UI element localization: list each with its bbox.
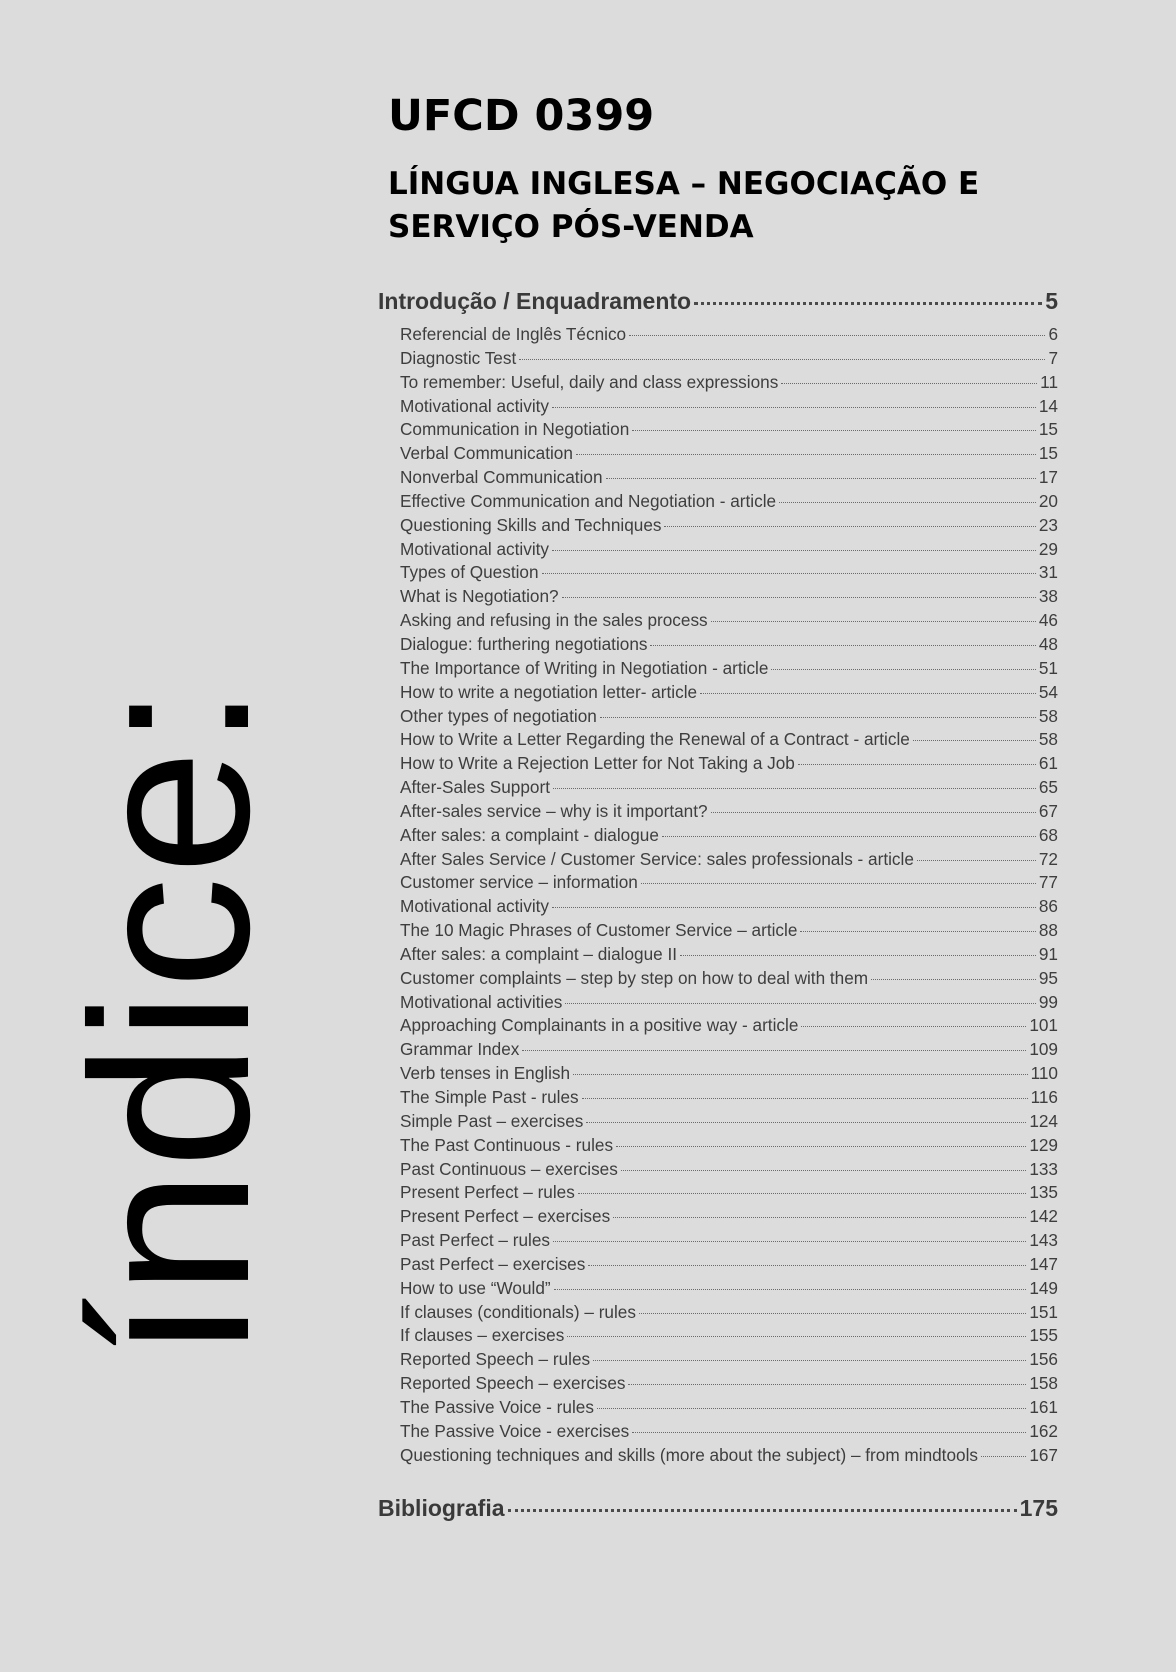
dot-leader — [576, 454, 1036, 455]
toc-entry-title: Past Perfect – rules — [400, 1230, 550, 1251]
toc-entry[interactable] — [378, 1397, 1058, 1421]
toc-entry[interactable] — [378, 1015, 1058, 1039]
toc-entry[interactable] — [378, 968, 1058, 992]
dot-leader — [662, 836, 1036, 837]
toc-entry-title: Past Continuous – exercises — [400, 1158, 618, 1179]
dot-leader — [711, 812, 1036, 813]
toc-entry-title: Grammar Index — [400, 1039, 520, 1060]
toc-entry-title: The 10 Magic Phrases of Customer Service – article — [400, 920, 798, 941]
toc-entry-title: To remember: Useful, daily and class expressions — [400, 371, 779, 392]
toc-entry-page: 109 — [1029, 1039, 1058, 1060]
toc-entry[interactable] — [378, 634, 1058, 658]
dot-leader — [798, 764, 1036, 765]
toc-entry[interactable] — [378, 1159, 1058, 1183]
dot-leader — [771, 669, 1035, 670]
toc-entry-intro[interactable] — [378, 288, 1058, 324]
toc-entry-page: 99 — [1038, 991, 1058, 1012]
toc-entry[interactable] — [378, 658, 1058, 682]
toc-entry-page: 161 — [1029, 1396, 1058, 1417]
dot-leader — [562, 597, 1036, 598]
document-header — [388, 92, 1088, 249]
toc-entry-page: 5 — [1045, 288, 1058, 314]
dot-leader — [781, 383, 1037, 384]
toc-entry-list — [378, 324, 1058, 1469]
toc-entry-page: 51 — [1038, 657, 1058, 678]
toc-entry-title: Approaching Complainants in a positive way - article — [400, 1015, 799, 1036]
toc-entry-title: Referencial de Inglês Técnico — [400, 324, 627, 344]
toc-entry[interactable] — [378, 1421, 1058, 1445]
toc-entry[interactable] — [378, 1445, 1058, 1469]
toc-entry[interactable] — [378, 920, 1058, 944]
side-title-index: índice: — [44, 683, 296, 1360]
toc-entry-title: How to Write a Rejection Letter for Not Taking a Job — [400, 753, 795, 774]
toc-entry-title: Motivational activity — [400, 538, 550, 559]
toc-entry[interactable] — [378, 1206, 1058, 1230]
toc-entry[interactable] — [378, 729, 1058, 753]
toc-entry-title: Bibliografia — [378, 1494, 505, 1521]
dot-leader — [650, 645, 1035, 646]
toc-entry-title: How to write a negotiation letter- article — [400, 681, 698, 702]
toc-entry[interactable] — [378, 348, 1058, 372]
toc-entry-title: If clauses (conditionals) – rules — [400, 1301, 636, 1322]
toc-entry-title: Motivational activity — [400, 395, 550, 416]
toc-entry-page: 133 — [1029, 1158, 1058, 1179]
toc-entry-title: After sales: a complaint - dialogue — [400, 824, 659, 845]
toc-entry-page: 61 — [1038, 753, 1058, 774]
dot-leader — [616, 1146, 1026, 1147]
toc-entry-page: 124 — [1029, 1110, 1058, 1131]
toc-entry-page: 58 — [1038, 705, 1058, 726]
toc-entry-page: 135 — [1029, 1182, 1058, 1203]
toc-entry[interactable] — [378, 753, 1058, 777]
toc-entry-title: Motivational activities — [400, 991, 563, 1012]
toc-entry-title: The Passive Voice - exercises — [400, 1420, 630, 1441]
toc-entry[interactable] — [378, 1230, 1058, 1254]
toc-entry[interactable] — [378, 610, 1058, 634]
toc-entry-title: Nonverbal Communication — [400, 467, 603, 488]
toc-entry-title: After-sales service – why is it important? — [400, 800, 708, 821]
toc-entry-page: 17 — [1038, 467, 1058, 488]
dot-leader — [567, 1336, 1026, 1337]
dot-leader — [621, 1170, 1026, 1171]
toc-entry[interactable] — [378, 586, 1058, 610]
toc-entry[interactable] — [378, 849, 1058, 873]
toc-entry-page: 143 — [1029, 1230, 1058, 1251]
toc-entry-title: Reported Speech – rules — [400, 1349, 591, 1370]
toc-entry-title: If clauses – exercises — [400, 1325, 565, 1346]
dot-leader — [552, 550, 1036, 551]
dot-leader — [700, 693, 1036, 694]
toc-entry-page: 23 — [1038, 514, 1058, 535]
toc-entry-page: 58 — [1038, 729, 1058, 750]
dot-leader — [586, 1122, 1026, 1123]
toc-entry-title: Other types of negotiation — [400, 705, 597, 726]
toc-entry-title: How to Write a Letter Regarding the Renewal of a Contract - article — [400, 729, 910, 750]
toc-entry-page: 156 — [1029, 1349, 1058, 1370]
toc-entry-page: 15 — [1038, 443, 1058, 464]
toc-entry-title: The Simple Past - rules — [400, 1087, 579, 1107]
toc-entry[interactable] — [378, 515, 1058, 539]
dot-leader — [582, 1098, 1028, 1099]
toc-entry-title: The Past Continuous - rules — [400, 1134, 614, 1155]
toc-entry-title: After Sales Service / Customer Service: sales professionals - article — [400, 848, 914, 869]
toc-entry-title: After-Sales Support — [400, 777, 550, 798]
toc-entry-page: 31 — [1038, 562, 1058, 583]
toc-entry-title: Reported Speech – exercises — [400, 1373, 626, 1394]
dot-leader — [600, 717, 1036, 718]
toc-entry-page: 72 — [1038, 848, 1058, 869]
toc-entry-page: 149 — [1029, 1277, 1058, 1298]
toc-entry[interactable] — [378, 872, 1058, 896]
toc-entry-page: 158 — [1029, 1373, 1058, 1394]
toc-entry[interactable] — [378, 562, 1058, 586]
toc-entry-title: Simple Past – exercises — [400, 1110, 584, 1131]
toc-entry[interactable] — [378, 706, 1058, 730]
toc-entry-title: Customer complaints – step by step on how to deal with them — [400, 967, 869, 988]
toc-entry-title: Asking and refusing in the sales process — [400, 610, 708, 631]
toc-entry-page: 167 — [1029, 1444, 1058, 1465]
toc-entry[interactable] — [378, 1349, 1058, 1373]
course-name: LÍNGUA INGLESA – NEGOCIAÇÃO E SERVIÇO PÓS-VENDA — [388, 166, 980, 246]
dot-leader — [565, 1003, 1035, 1004]
toc-entry-title: The Importance of Writing in Negotiation - article — [400, 657, 769, 678]
dot-leader — [917, 860, 1036, 861]
dot-leader — [552, 407, 1036, 408]
toc-entry[interactable] — [378, 419, 1058, 443]
toc-entry-title: The Passive Voice - rules — [400, 1396, 594, 1417]
toc-entry-title: Questioning Skills and Techniques — [400, 514, 662, 535]
toc-entry[interactable] — [378, 944, 1058, 968]
toc-entry[interactable] — [378, 1278, 1058, 1302]
dot-leader — [694, 302, 1042, 305]
toc-entry-page: 147 — [1029, 1253, 1058, 1274]
toc-entry[interactable] — [378, 1063, 1058, 1087]
dot-leader — [554, 1289, 1027, 1290]
toc-entry-page: 68 — [1038, 824, 1058, 845]
toc-entry-page: 155 — [1029, 1325, 1058, 1346]
table-of-contents — [378, 288, 1058, 1531]
dot-leader — [542, 573, 1036, 574]
toc-entry-page: 95 — [1038, 967, 1058, 988]
toc-entry-page: 14 — [1038, 395, 1058, 416]
dot-leader — [522, 1050, 1026, 1051]
toc-entry-page: 151 — [1029, 1301, 1058, 1322]
dot-leader — [641, 883, 1036, 884]
toc-entry[interactable] — [378, 539, 1058, 563]
toc-entry-page: 20 — [1038, 490, 1058, 511]
toc-entry-page: 91 — [1038, 943, 1058, 964]
dot-leader — [913, 740, 1036, 741]
toc-entry-page: 129 — [1029, 1134, 1058, 1155]
toc-entry-page: 6 — [1048, 324, 1058, 344]
dot-leader — [573, 1074, 1028, 1075]
dot-leader — [664, 526, 1035, 527]
toc-entry-title: Present Perfect – exercises — [400, 1206, 611, 1227]
dot-leader — [981, 1456, 1026, 1457]
toc-entry-page: 15 — [1038, 419, 1058, 440]
toc-entry-page: 67 — [1038, 800, 1058, 821]
toc-entry[interactable] — [378, 443, 1058, 467]
dot-leader — [578, 1193, 1026, 1194]
dot-leader — [597, 1408, 1026, 1409]
toc-entry-page: 11 — [1040, 371, 1058, 392]
toc-entry-title: Introdução / Enquadramento — [378, 288, 692, 314]
toc-entry-title: What is Negotiation? — [400, 586, 559, 607]
dot-leader — [639, 1313, 1026, 1314]
toc-entry[interactable] — [378, 896, 1058, 920]
toc-entry-page: 116 — [1030, 1087, 1058, 1107]
dot-leader — [508, 1509, 1017, 1512]
toc-entry-title: Questioning techniques and skills (more about the subject) – from mindtools — [400, 1444, 978, 1465]
toc-entry-page: 77 — [1038, 872, 1058, 893]
toc-entry-title: Communication in Negotiation — [400, 419, 630, 440]
toc-entry-page: 162 — [1029, 1420, 1058, 1441]
toc-entry-page: 7 — [1048, 347, 1058, 368]
toc-entry[interactable] — [378, 1039, 1058, 1063]
toc-entry[interactable] — [378, 324, 1058, 348]
toc-entry-title: Customer service – information — [400, 872, 638, 893]
dot-leader — [680, 955, 1036, 956]
dot-leader — [593, 1360, 1026, 1361]
toc-entry[interactable] — [378, 1302, 1058, 1326]
dot-leader — [629, 335, 1045, 336]
toc-entry-page: 86 — [1038, 896, 1058, 917]
toc-entry-page: 175 — [1019, 1494, 1058, 1521]
toc-entry-page: 65 — [1038, 777, 1058, 798]
dot-leader — [632, 1432, 1026, 1433]
toc-entry-page: 110 — [1030, 1063, 1058, 1084]
dot-leader — [613, 1217, 1026, 1218]
toc-entry-title: How to use “Would” — [400, 1277, 551, 1298]
dot-leader — [553, 788, 1036, 789]
toc-entry[interactable] — [378, 1135, 1058, 1159]
toc-entry[interactable] — [378, 825, 1058, 849]
toc-entry-title: Verbal Communication — [400, 443, 573, 464]
toc-entry-page: 88 — [1038, 920, 1058, 941]
course-code: UFCD 0399 — [388, 91, 655, 141]
dot-leader — [779, 502, 1036, 503]
toc-entry-page: 38 — [1038, 586, 1058, 607]
toc-entry[interactable] — [378, 467, 1058, 491]
dot-leader — [871, 979, 1036, 980]
dot-leader — [553, 1241, 1026, 1242]
toc-entry[interactable] — [378, 1325, 1058, 1349]
toc-entry-bibliography[interactable] — [378, 1495, 1058, 1531]
toc-entry-page: 48 — [1038, 633, 1058, 654]
dot-leader — [801, 1026, 1026, 1027]
dot-leader — [632, 430, 1036, 431]
dot-leader — [711, 621, 1036, 622]
toc-entry[interactable] — [378, 372, 1058, 396]
toc-entry[interactable] — [378, 992, 1058, 1016]
toc-entry[interactable] — [378, 682, 1058, 706]
toc-entry-title: Present Perfect – rules — [400, 1182, 575, 1203]
dot-leader — [519, 359, 1045, 360]
toc-entry[interactable] — [378, 1182, 1058, 1206]
toc-entry[interactable] — [378, 1087, 1058, 1111]
toc-entry-page: 29 — [1038, 538, 1058, 559]
dot-leader — [588, 1265, 1026, 1266]
toc-entry-page: 142 — [1029, 1206, 1058, 1227]
toc-entry[interactable] — [378, 491, 1058, 515]
toc-entry[interactable] — [378, 801, 1058, 825]
toc-entry[interactable] — [378, 1373, 1058, 1397]
dot-leader — [800, 931, 1035, 932]
toc-entry-title: Past Perfect – exercises — [400, 1253, 586, 1274]
toc-entry-title: Verb tenses in English — [400, 1063, 571, 1084]
toc-entry-title: Diagnostic Test — [400, 347, 517, 368]
dot-leader — [606, 478, 1036, 479]
toc-entry[interactable] — [378, 1111, 1058, 1135]
toc-entry-title: Effective Communication and Negotiation - article — [400, 490, 777, 511]
toc-entry-title: After sales: a complaint – dialogue II — [400, 943, 678, 964]
dot-leader — [628, 1384, 1026, 1385]
toc-entry-page: 46 — [1038, 610, 1058, 631]
toc-entry[interactable] — [378, 1254, 1058, 1278]
toc-entry-title: Motivational activity — [400, 896, 550, 917]
toc-entry[interactable] — [378, 777, 1058, 801]
toc-entry-page: 54 — [1038, 681, 1058, 702]
toc-entry-title: Types of Question — [400, 562, 539, 583]
toc-entry-page: 101 — [1029, 1015, 1058, 1036]
toc-entry-title: Dialogue: furthering negotiations — [400, 633, 648, 654]
toc-entry[interactable] — [378, 396, 1058, 420]
dot-leader — [552, 907, 1036, 908]
